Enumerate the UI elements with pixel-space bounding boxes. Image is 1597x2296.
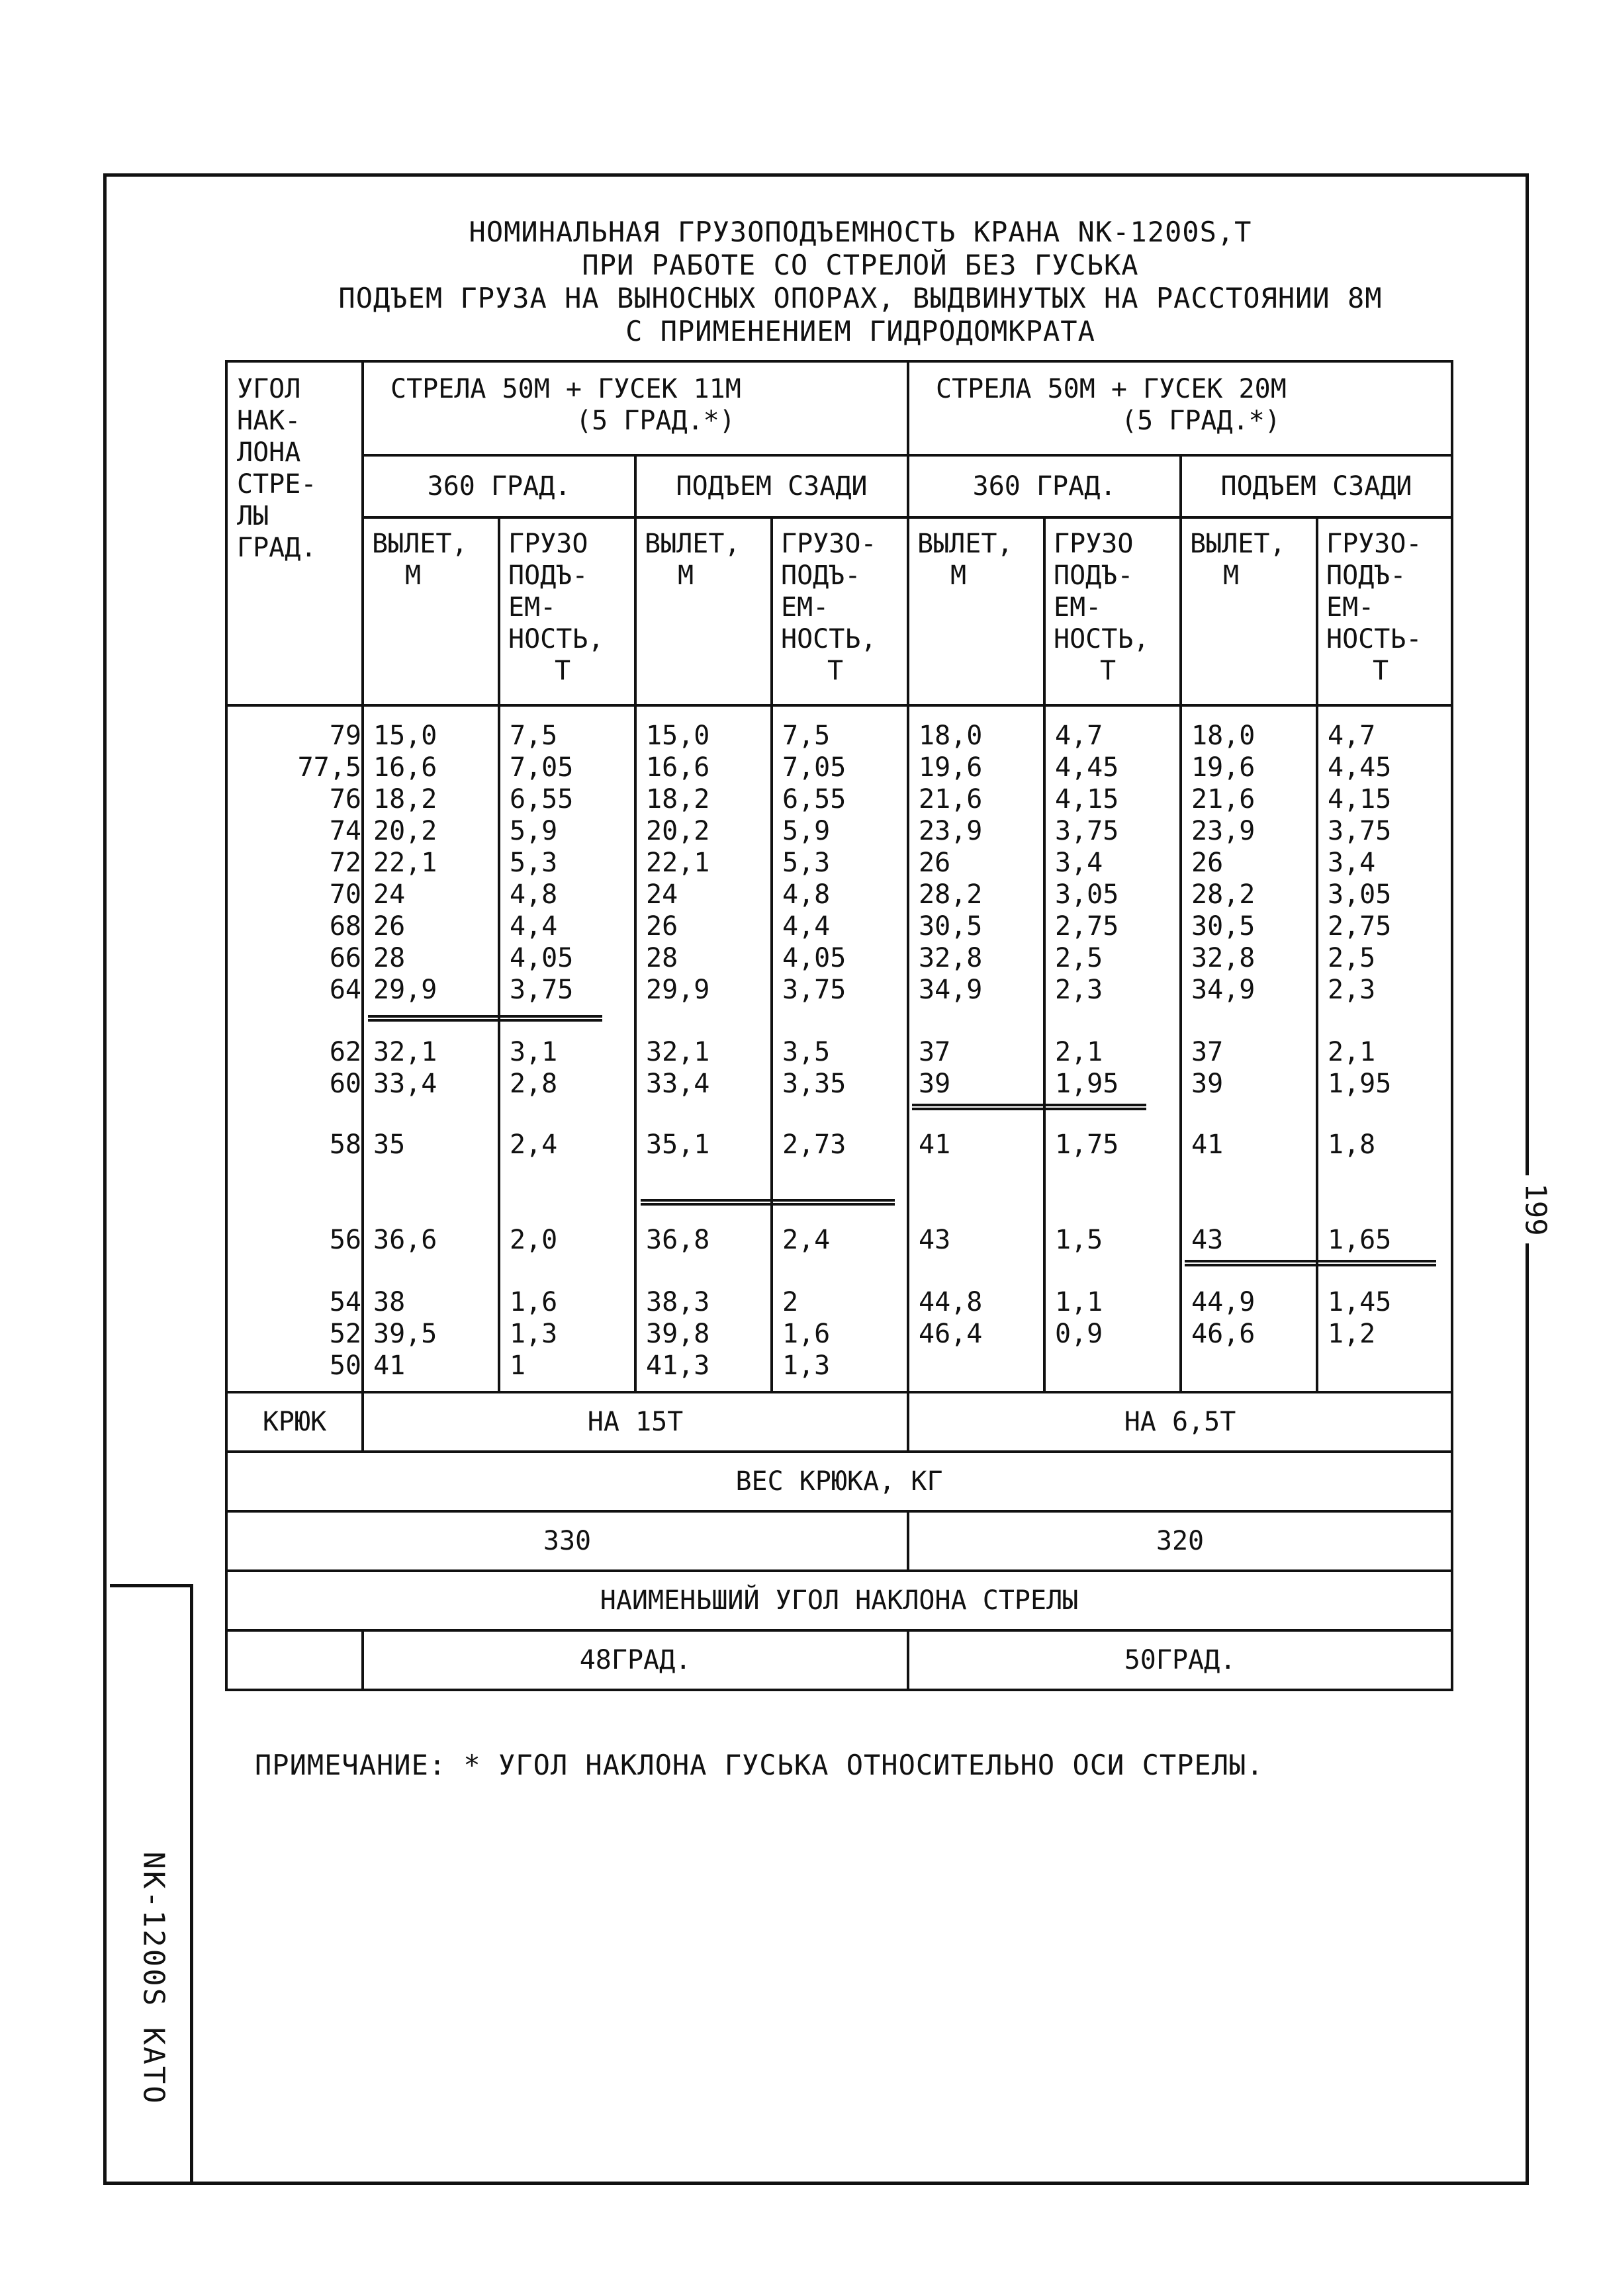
table-value: 74 — [329, 816, 361, 846]
table-value: 28,2 — [919, 879, 983, 910]
header-line: ВЫЛЕТ, — [917, 529, 1013, 559]
table-value: 1,5 — [1055, 1225, 1103, 1255]
table-value: 4,15 — [1055, 784, 1119, 815]
col-header-capacity — [499, 517, 635, 705]
table-value: 23,9 — [1191, 816, 1255, 846]
table-value: 23,9 — [919, 816, 983, 846]
table-value: 58 — [329, 1129, 361, 1160]
table-value: 39 — [919, 1069, 951, 1099]
header-line: Т — [1373, 656, 1389, 686]
table-value: 4,7 — [1328, 721, 1376, 751]
table-value: 32,1 — [646, 1037, 710, 1067]
radius-values — [1181, 705, 1317, 1392]
table-value: 28 — [646, 943, 678, 973]
table-value: 50 — [329, 1350, 361, 1381]
header-line: УГОЛ — [237, 374, 301, 404]
table-value: 32,8 — [1191, 943, 1255, 973]
angle-values — [226, 705, 363, 1392]
table-value: 77,5 — [297, 752, 361, 783]
table-value: 1,6 — [510, 1287, 558, 1317]
table-value: 33,4 — [373, 1069, 437, 1099]
model-side-label: NK-1200S KATO — [136, 1851, 171, 2105]
table-value: 21,6 — [1191, 784, 1255, 815]
table-value: 20,2 — [646, 816, 710, 846]
table-value: 41 — [1191, 1129, 1224, 1160]
table-value: 30,5 — [919, 911, 983, 942]
header-line: ВЫЛЕТ, — [372, 529, 468, 559]
table-value: 66 — [329, 943, 361, 973]
table-value: 22,1 — [373, 848, 437, 878]
capacity-values — [1317, 705, 1452, 1392]
table-value: 39,5 — [373, 1319, 437, 1349]
table-value: 1,6 — [782, 1319, 831, 1349]
hook-weight-11m: 330 — [226, 1511, 908, 1571]
table-value: 1,65 — [1328, 1225, 1392, 1255]
table-value: 64 — [329, 975, 361, 1005]
table-value: 33,4 — [646, 1069, 710, 1099]
header-line: СТРЕ- — [237, 469, 317, 500]
table-value: 18,0 — [919, 721, 983, 751]
table-value: 1,3 — [510, 1319, 558, 1349]
header-line: НОСТЬ- — [1326, 624, 1422, 654]
table-value: 4,8 — [782, 879, 831, 910]
table-value: 38 — [373, 1287, 406, 1317]
header-line: М — [1223, 560, 1240, 591]
table-value: 1 — [510, 1350, 526, 1381]
table-value: 38,3 — [646, 1287, 710, 1317]
table-value: 1,95 — [1328, 1069, 1392, 1099]
col-header-radius — [363, 517, 499, 705]
table-value: 41 — [373, 1350, 406, 1381]
table-value: 7,05 — [782, 752, 846, 783]
table-value: 3,35 — [782, 1069, 846, 1099]
table-value: 22,1 — [646, 848, 710, 878]
limit-line — [912, 1104, 1146, 1110]
table-value: 3,1 — [510, 1037, 558, 1067]
header-line: ВЫЛЕТ, — [1190, 529, 1286, 559]
table-value: 7,5 — [510, 721, 558, 751]
table-value: 4,15 — [1328, 784, 1392, 815]
table-value — [1055, 1350, 1179, 1382]
header-line: ЕМ- — [781, 592, 829, 623]
header-line: ЕМ- — [1054, 592, 1102, 623]
title-line: С ПРИМЕНЕНИЕМ ГИДРОДОМКРАТА — [625, 315, 1095, 347]
table-value: 20,2 — [373, 816, 437, 846]
col-header-capacity — [1317, 517, 1452, 705]
header-line: М — [405, 560, 422, 591]
table-value: 2,5 — [1055, 943, 1103, 973]
group-line: СТРЕЛА 50М + ГУСЕК 11М — [390, 374, 741, 404]
header-line: ГРУЗО- — [1326, 529, 1422, 559]
table-value: 32,1 — [373, 1037, 437, 1067]
group-line: (5 ГРАД.*) — [1121, 406, 1281, 436]
table-value: 2,75 — [1328, 911, 1392, 942]
header-line: ЛОНА — [237, 437, 301, 468]
table-value: 4,4 — [782, 911, 831, 942]
table-value — [1191, 1350, 1316, 1382]
table-value: 18,2 — [646, 784, 710, 815]
table-value: 16,6 — [373, 752, 437, 783]
page-number: 199 — [1519, 1175, 1553, 1243]
header-line: ЕМ- — [1326, 592, 1375, 623]
header-line: Т — [1100, 656, 1117, 686]
header-line: ГРУЗО — [508, 529, 588, 559]
table-value: 3,75 — [510, 975, 574, 1005]
table-value: 46,6 — [1191, 1319, 1255, 1349]
table-value: 5,9 — [510, 816, 558, 846]
table-value: 3,75 — [1055, 816, 1119, 846]
table-value: 56 — [329, 1225, 361, 1255]
hook-weight-20m: 320 — [908, 1511, 1452, 1571]
capacity-values — [772, 705, 908, 1392]
col-header-radius — [635, 517, 772, 705]
table-value: 44,8 — [919, 1287, 983, 1317]
table-value: 2,3 — [1328, 975, 1376, 1005]
table-value: 3,4 — [1328, 848, 1376, 878]
table-value: 26 — [919, 848, 951, 878]
table-value: 1,3 — [782, 1350, 831, 1381]
table-value: 35 — [373, 1129, 406, 1160]
capacity-values — [1044, 705, 1181, 1392]
header-line: НАК- — [237, 406, 301, 436]
table-value: 2,5 — [1328, 943, 1376, 973]
table-value: 1,1 — [1055, 1287, 1103, 1317]
table-value: 15,0 — [646, 721, 710, 751]
table-value: 29,9 — [646, 975, 710, 1005]
footnote: ПРИМЕЧАНИЕ: * УГОЛ НАКЛОНА ГУСЬКА ОТНОСИТЕЛЬНО ОСИ СТРЕЛЫ. — [255, 1749, 1264, 1781]
table-value: 19,6 — [919, 752, 983, 783]
table-value: 2,1 — [1055, 1037, 1103, 1067]
table-value: 5,3 — [782, 848, 831, 878]
table-value: 41,3 — [646, 1350, 710, 1381]
group-header-20m — [908, 361, 1452, 455]
table-value: 2,75 — [1055, 911, 1119, 942]
table-value: 29,9 — [373, 975, 437, 1005]
radius-values — [908, 705, 1044, 1392]
header-line: ГРУЗО- — [781, 529, 877, 559]
table-value: 1,75 — [1055, 1129, 1119, 1160]
table-value: 15,0 — [373, 721, 437, 751]
sub-header-rear: ПОДЪЕМ СЗАДИ — [635, 455, 908, 517]
table-value: 30,5 — [1191, 911, 1255, 942]
header-line: М — [950, 560, 967, 591]
header-line: НОСТЬ, — [508, 624, 604, 654]
radius-values — [363, 705, 499, 1392]
table-value: 54 — [329, 1287, 361, 1317]
table-value: 18,2 — [373, 784, 437, 815]
header-line: ГРАД. — [237, 533, 317, 563]
table-value: 1,95 — [1055, 1069, 1119, 1099]
sub-header-360: 360 ГРАД. — [908, 455, 1181, 517]
table-value: 28 — [373, 943, 406, 973]
min-angle-11m: 48ГРАД. — [363, 1630, 908, 1690]
header-line: ПОДЪ- — [1326, 560, 1406, 591]
table-value: 24 — [373, 879, 406, 910]
table-value: 43 — [1191, 1225, 1224, 1255]
table-value: 4,45 — [1328, 752, 1392, 783]
table-value: 37 — [919, 1037, 951, 1067]
table-value: 41 — [919, 1129, 951, 1160]
table-value: 79 — [329, 721, 361, 751]
table-value: 37 — [1191, 1037, 1224, 1067]
limit-line — [1185, 1260, 1436, 1266]
hook-label: КРЮК — [226, 1392, 363, 1452]
header-line: ПОДЪ- — [508, 560, 588, 591]
load-chart-table — [225, 360, 1453, 1691]
header-line: Т — [555, 656, 571, 686]
min-angle-20m: 50ГРАД. — [908, 1630, 1452, 1690]
limit-line — [641, 1199, 895, 1206]
table-value: 3,4 — [1055, 848, 1103, 878]
col-header-radius — [908, 517, 1044, 705]
table-value: 4,7 — [1055, 721, 1103, 751]
header-line: Т — [827, 656, 844, 686]
header-line: ЕМ- — [508, 592, 557, 623]
table-value: 1,8 — [1328, 1129, 1376, 1160]
table-value: 35,1 — [646, 1129, 710, 1160]
table-value: 5,3 — [510, 848, 558, 878]
table-value: 52 — [329, 1319, 361, 1349]
table-value: 4,05 — [510, 943, 574, 973]
table-value: 2 — [782, 1287, 799, 1317]
header-line: ВЫЛЕТ, — [645, 529, 741, 559]
table-value: 4,8 — [510, 879, 558, 910]
table-value: 4,05 — [782, 943, 846, 973]
limit-line — [368, 1015, 602, 1022]
header-line: ЛЫ — [237, 501, 269, 531]
table-value: 39 — [1191, 1069, 1224, 1099]
table-value: 60 — [329, 1069, 361, 1099]
radius-values — [635, 705, 772, 1392]
empty-cell — [226, 1630, 363, 1690]
table-value: 2,4 — [510, 1129, 558, 1160]
header-line: НОСТЬ, — [1054, 624, 1150, 654]
capacity-values — [499, 705, 635, 1392]
table-value: 1,45 — [1328, 1287, 1392, 1317]
table-value: 7,5 — [782, 721, 831, 751]
table-value: 26 — [646, 911, 678, 942]
title-line: НОМИНАЛЬНАЯ ГРУЗОПОДЪЕМНОСТЬ КРАНА NK-1200S,T — [469, 216, 1252, 248]
table-value: 1,2 — [1328, 1319, 1376, 1349]
table-value: 76 — [329, 784, 361, 815]
table-value: 3,05 — [1328, 879, 1392, 910]
table-value: 26 — [1191, 848, 1224, 878]
table-value: 3,75 — [1328, 816, 1392, 846]
table-value: 32,8 — [919, 943, 983, 973]
table-value: 0,9 — [1055, 1319, 1103, 1349]
col-header-capacity — [772, 517, 908, 705]
table-value: 36,6 — [373, 1225, 437, 1255]
table-value: 6,55 — [782, 784, 846, 815]
table-value: 46,4 — [919, 1319, 983, 1349]
table-value: 72 — [329, 848, 361, 878]
table-value: 2,8 — [510, 1069, 558, 1099]
hook-11m: НА 15Т — [363, 1392, 908, 1452]
table-value: 2,3 — [1055, 975, 1103, 1005]
table-value: 34,9 — [919, 975, 983, 1005]
group-header-11m — [363, 361, 908, 455]
table-value: 16,6 — [646, 752, 710, 783]
table-value: 36,8 — [646, 1225, 710, 1255]
table-value: 24 — [646, 879, 678, 910]
table-value: 4,4 — [510, 911, 558, 942]
title-line: ПРИ РАБОТЕ СО СТРЕЛОЙ БЕЗ ГУСЬКА — [582, 249, 1139, 281]
table-value: 3,05 — [1055, 879, 1119, 910]
table-value: 21,6 — [919, 784, 983, 815]
hook-20m: НА 6,5Т — [908, 1392, 1452, 1452]
sub-header-rear: ПОДЪЕМ СЗАДИ — [1181, 455, 1452, 517]
table-value: 2,4 — [782, 1225, 831, 1255]
table-value: 5,9 — [782, 816, 831, 846]
table-value: 7,05 — [510, 752, 574, 783]
table-value: 4,45 — [1055, 752, 1119, 783]
sub-header-360: 360 ГРАД. — [363, 455, 635, 517]
header-line: ПОДЪ- — [781, 560, 861, 591]
table-value: 2,73 — [782, 1129, 846, 1160]
table-value: 2,1 — [1328, 1037, 1376, 1067]
table-value: 3,5 — [782, 1037, 831, 1067]
table-value — [919, 1350, 1043, 1382]
table-value: 6,55 — [510, 784, 574, 815]
table-value: 18,0 — [1191, 721, 1255, 751]
group-line: СТРЕЛА 50М + ГУСЕК 20М — [936, 374, 1287, 404]
min-angle-label: НАИМЕНЬШИЙ УГОЛ НАКЛОНА СТРЕЛЫ — [226, 1571, 1452, 1630]
table-value — [1328, 1350, 1451, 1382]
header-line: ГРУЗО — [1054, 529, 1134, 559]
table-value: 19,6 — [1191, 752, 1255, 783]
hook-weight-label: ВЕС КРЮКА, КГ — [226, 1452, 1452, 1511]
col-header-capacity — [1044, 517, 1181, 705]
group-line: (5 ГРАД.*) — [576, 406, 735, 436]
col-header-radius — [1181, 517, 1317, 705]
table-value: 44,9 — [1191, 1287, 1255, 1317]
angle-header — [226, 361, 363, 705]
header-line: М — [678, 560, 694, 591]
table-value: 39,8 — [646, 1319, 710, 1349]
table-value: 26 — [373, 911, 406, 942]
document-title — [238, 216, 1483, 348]
header-line: ПОДЪ- — [1054, 560, 1134, 591]
table-value: 2,0 — [510, 1225, 558, 1255]
table-value: 3,75 — [782, 975, 846, 1005]
table-value: 43 — [919, 1225, 951, 1255]
table-value: 28,2 — [1191, 879, 1255, 910]
table-value: 70 — [329, 879, 361, 910]
title-line: ПОДЪЕМ ГРУЗА НА ВЫНОСНЫХ ОПОРАХ, ВЫДВИНУТЫХ НА РАССТОЯНИИ 8М — [338, 282, 1383, 314]
table-value: 34,9 — [1191, 975, 1255, 1005]
table-value: 68 — [329, 911, 361, 942]
table-value: 62 — [329, 1037, 361, 1067]
header-line: НОСТЬ, — [781, 624, 877, 654]
